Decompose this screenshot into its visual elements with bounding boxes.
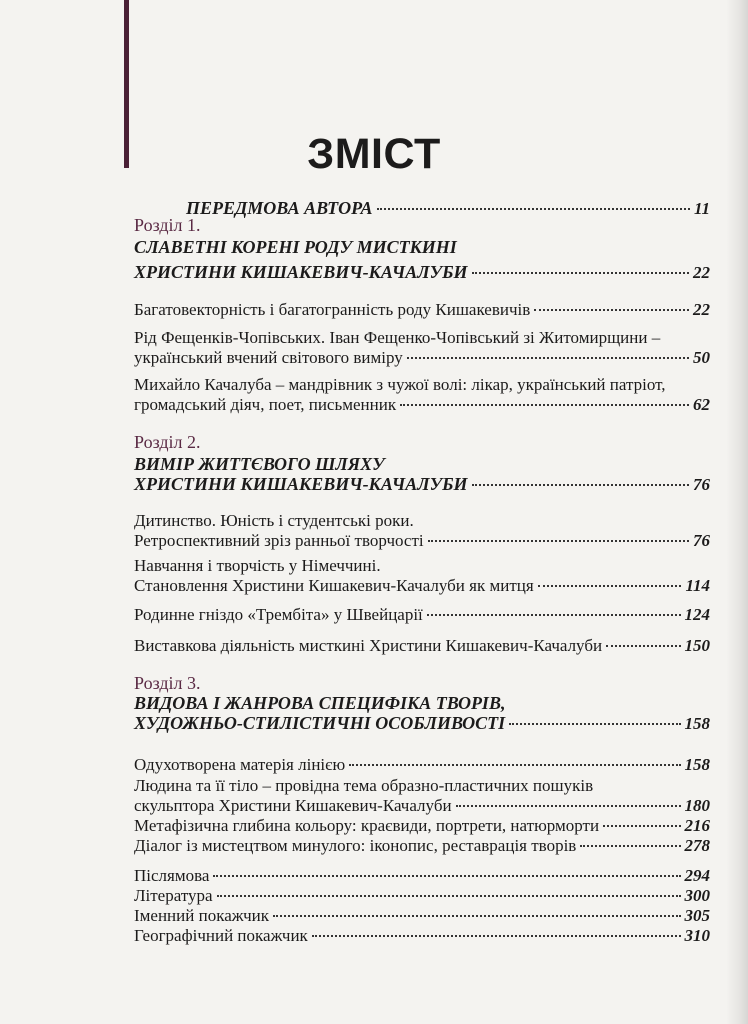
toc-entry-geographic-index[interactable] <box>134 926 710 946</box>
dot-leader <box>213 875 680 877</box>
toc-entry-label: Становлення Христини Кишакевич-Качалуби як митця <box>134 576 534 595</box>
toc-entry-label: Виставкова діяльність мисткині Христини Кишакевич-Качалуби <box>134 636 603 655</box>
toc-entry-label: Родинне гніздо «Трембіта» у Швейцарії <box>134 605 423 624</box>
toc-entry-name-index[interactable] <box>134 906 710 926</box>
dot-leader <box>273 915 681 917</box>
section-2-heading-line-1: ВИМІР ЖИТТЄВОГО ШЛЯХУ <box>134 454 385 474</box>
dot-leader <box>407 357 689 359</box>
dot-leader <box>580 845 680 847</box>
dot-leader <box>428 540 689 542</box>
toc-page-number: 76 <box>693 475 710 494</box>
toc-entry-afterword[interactable] <box>134 866 710 886</box>
toc-entry-label: Дитинство. Юність і студентські роки. <box>134 511 414 530</box>
toc-page-number: 22 <box>693 263 710 282</box>
toc-page-number: 50 <box>693 348 710 367</box>
toc-page-number: 180 <box>684 796 710 815</box>
dot-leader <box>534 309 689 311</box>
dot-leader <box>427 614 681 616</box>
toc-page-number: 62 <box>693 395 710 414</box>
dot-leader <box>538 585 682 587</box>
toc-entry-label: Багатовекторність і багатогранність роду Кишакевичів <box>134 300 531 319</box>
toc-entry[interactable] <box>134 348 710 368</box>
toc-entry-label: Географічний покажчик <box>134 926 308 945</box>
toc-entry[interactable] <box>134 836 710 856</box>
toc-entry-section-1[interactable] <box>134 262 710 283</box>
dot-leader <box>472 272 689 274</box>
dot-leader <box>377 208 690 210</box>
toc-entry[interactable] <box>134 796 710 816</box>
toc-entry-label: Одухотворена матерія лінією <box>134 755 346 774</box>
section-1-heading-line-2: ХРИСТИНИ КИШАКЕВИЧ-КАЧАЛУБИ <box>134 262 468 282</box>
toc-entry-label: Рід Фещенків-Чопівських. Іван Фещенко-Чопівський зі Житомирщини – <box>134 328 661 347</box>
dot-leader <box>400 404 689 406</box>
toc-entry-label: Література <box>134 886 213 905</box>
toc-entry-section-2[interactable] <box>134 474 710 495</box>
toc-entry[interactable] <box>134 755 710 775</box>
toc-page-number: 310 <box>684 926 710 945</box>
toc-entry[interactable] <box>134 605 710 625</box>
toc-page-number: 11 <box>693 199 710 218</box>
toc-entry-preface[interactable] <box>134 198 710 219</box>
dot-leader <box>349 764 680 766</box>
toc-entry[interactable] <box>134 300 710 320</box>
dot-leader <box>472 484 689 486</box>
toc-entry-label: Михайло Качалуба – мандрівник з чужої волі: лікар, український патріот, <box>134 375 666 394</box>
toc-page-number: 300 <box>684 886 710 905</box>
toc-entry[interactable] <box>134 576 710 596</box>
toc-entry-label: Післямова <box>134 866 210 885</box>
toc-entry[interactable] <box>134 395 710 415</box>
dot-leader <box>456 805 681 807</box>
toc-entry-label: ПЕРЕДМОВА АВТОРА <box>186 198 373 218</box>
dot-leader <box>603 825 680 827</box>
dot-leader <box>606 645 680 647</box>
toc-entry-label: український вчений світового виміру <box>134 348 403 367</box>
page-title: ЗМІСТ <box>307 130 441 178</box>
toc-entry-label: громадський діяч, поет, письменник <box>134 395 397 414</box>
toc-entry-label: Метафізична глибина кольору: краєвиди, портрети, натюрморти <box>134 816 600 835</box>
toc-entry[interactable] <box>134 816 710 836</box>
section-2-label: Розділ 2. <box>134 432 201 452</box>
toc-entry-label: Іменний покажчик <box>134 906 269 925</box>
section-3-heading-line-1: ВИДОВА І ЖАНРОВА СПЕЦИФІКА ТВОРІВ, <box>134 693 506 713</box>
toc-entry-section-3[interactable] <box>134 713 710 734</box>
toc-entry-label: Навчання і творчість у Німеччині. <box>134 556 381 575</box>
dot-leader <box>312 935 681 937</box>
toc-page-number: 76 <box>693 531 710 550</box>
section-2-heading-line-2: ХРИСТИНИ КИШАКЕВИЧ-КАЧАЛУБИ <box>134 474 468 494</box>
section-1-heading-line-1: СЛАВЕТНІ КОРЕНІ РОДУ МИСТКИНІ <box>134 237 457 257</box>
dot-leader <box>217 895 681 897</box>
toc-page-number: 278 <box>684 836 710 855</box>
toc-entry-label: Людина та її тіло – провідна тема образно-пластичних пошуків <box>134 776 594 795</box>
section-3-label: Розділ 3. <box>134 673 201 693</box>
section-3-heading-line-2: ХУДОЖНЬО-СТИЛІСТИЧНІ ОСОБЛИВОСТІ <box>134 713 506 733</box>
section-1-label: Розділ 1. <box>134 215 201 235</box>
toc-page-number: 158 <box>684 755 710 774</box>
toc-entry[interactable] <box>134 531 710 551</box>
toc-page-number: 305 <box>684 906 710 925</box>
toc-entry-literature[interactable] <box>134 886 710 906</box>
toc-page-number: 150 <box>684 636 710 655</box>
toc-entry[interactable] <box>134 636 710 656</box>
dot-leader <box>509 723 680 725</box>
toc-entry-label: Ретроспективний зріз ранньої творчості <box>134 531 424 550</box>
toc-entry-label: скульптора Христини Кишакевич-Качалуби <box>134 796 452 815</box>
toc-page-number: 294 <box>684 866 710 885</box>
toc-entry-label: Діалог із мистецтвом минулого: іконопис, реставрація творів <box>134 836 577 855</box>
toc-page-number: 22 <box>693 300 710 319</box>
toc-page-number: 216 <box>684 816 710 835</box>
toc-page-number: 124 <box>684 605 710 624</box>
toc-page-number: 114 <box>685 576 710 595</box>
toc-page-number: 158 <box>684 714 710 733</box>
